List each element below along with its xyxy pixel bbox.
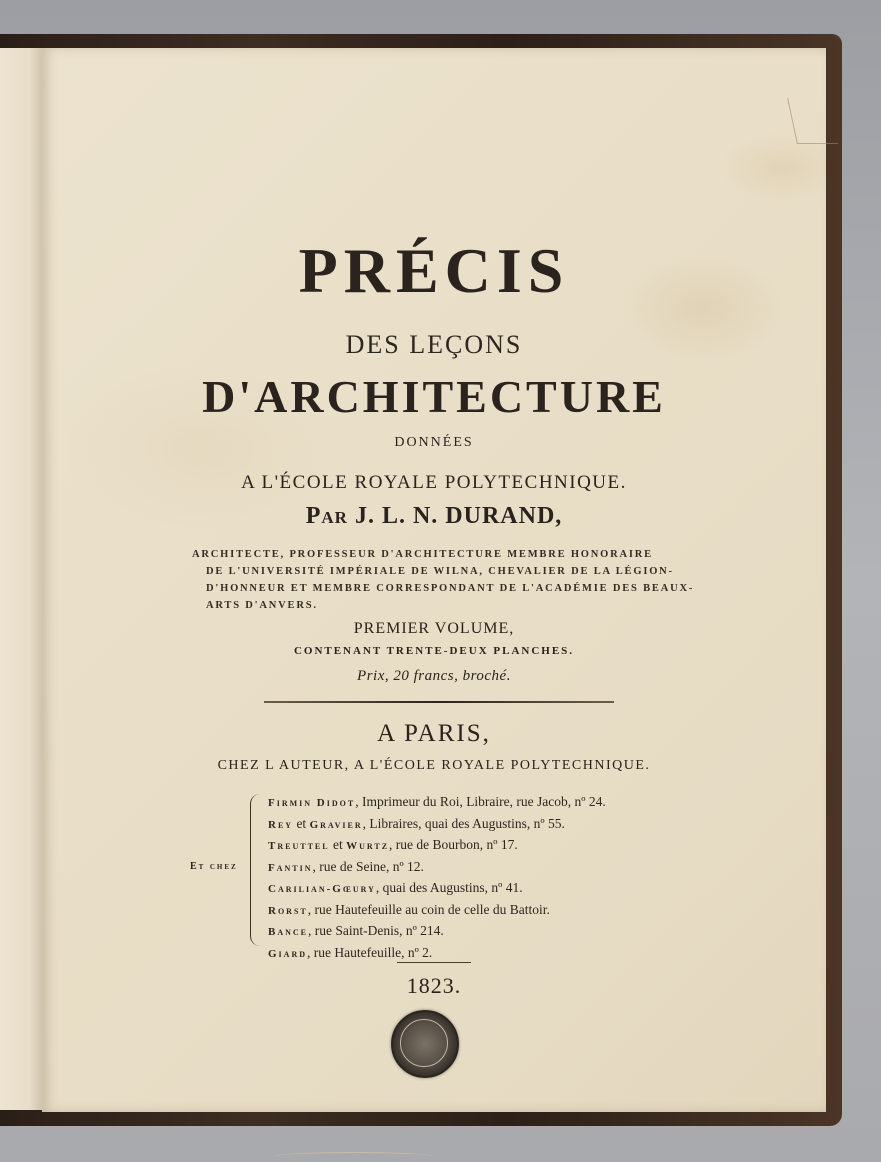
seller-item: Fantin, rue de Seine, nº 12.	[268, 858, 424, 874]
seller-item: Treuttel et Wurtz, rue de Bourbon, nº 17.	[268, 837, 518, 852]
title-page	[42, 48, 826, 1112]
seller-item: Rorst, rue Hautefeuille au coin de celle du Battoir.	[268, 901, 550, 917]
short-rule	[397, 962, 471, 963]
qualification-line: DE L'UNIVERSITÉ IMPÉRIALE DE WILNA, CHEVALIER DE LA LÉGION-	[206, 566, 674, 577]
divider-rule	[264, 701, 614, 703]
seller-item: Bance, rue Saint-Denis, nº 214.	[268, 923, 444, 938]
publication-year: 1823.	[406, 973, 462, 998]
price: Prix, 20 francs, broché.	[357, 668, 511, 684]
plates-count: CONTENANT TRENTE-DEUX PLANCHES.	[293, 645, 575, 657]
seller-item: Firmin Didot, Imprimeur du Roi, Libraire, rue Jacob, nº 24.	[268, 794, 606, 809]
paper-crease	[274, 1152, 434, 1161]
library-seal-stamp-icon	[391, 1010, 459, 1078]
author-qualifications	[192, 546, 695, 614]
qualification-line: ARCHITECTE, PROFESSEUR D'ARCHITECTURE MEMBRE HONORAIRE	[192, 549, 653, 560]
seller-item: Rey et Gravier, Libraires, quai des Augustins, nº 55.	[268, 815, 565, 831]
subtitle-donnees: DONNÉES	[394, 435, 474, 450]
subtitle-architecture: D'ARCHITECTURE	[202, 371, 666, 422]
subtitle-lecons: DES LEÇONS	[345, 330, 523, 359]
author-prefix: Par	[305, 503, 348, 529]
title: PRÉCIS	[298, 235, 570, 306]
seller-item: Carilian-Gœury, quai des Augustins, nº 41.	[268, 880, 523, 895]
seller-item: Giard, rue Hautefeuille, nº 2.	[268, 944, 433, 960]
qualification-line: D'HONNEUR ET MEMBRE CORRESPONDANT DE L'ACADÉMIE DES BEAUX-	[206, 583, 695, 594]
sellers-list	[268, 792, 606, 964]
imprint-city: A PARIS,	[377, 720, 491, 747]
author-line	[42, 503, 826, 530]
left-page-edge	[0, 48, 43, 1110]
publisher-line: CHEZ L AUTEUR, A L'ÉCOLE ROYALE POLYTECHNIQUE.	[217, 758, 651, 773]
qualification-line: ARTS D'ANVERS.	[206, 600, 318, 611]
author-name: J. L. N. DURAND,	[354, 503, 563, 529]
volume: PREMIER VOLUME,	[353, 620, 515, 637]
brace	[250, 794, 263, 946]
et-chez-label: Et chez	[190, 861, 238, 872]
institution: A L'ÉCOLE ROYALE POLYTECHNIQUE.	[241, 472, 627, 493]
